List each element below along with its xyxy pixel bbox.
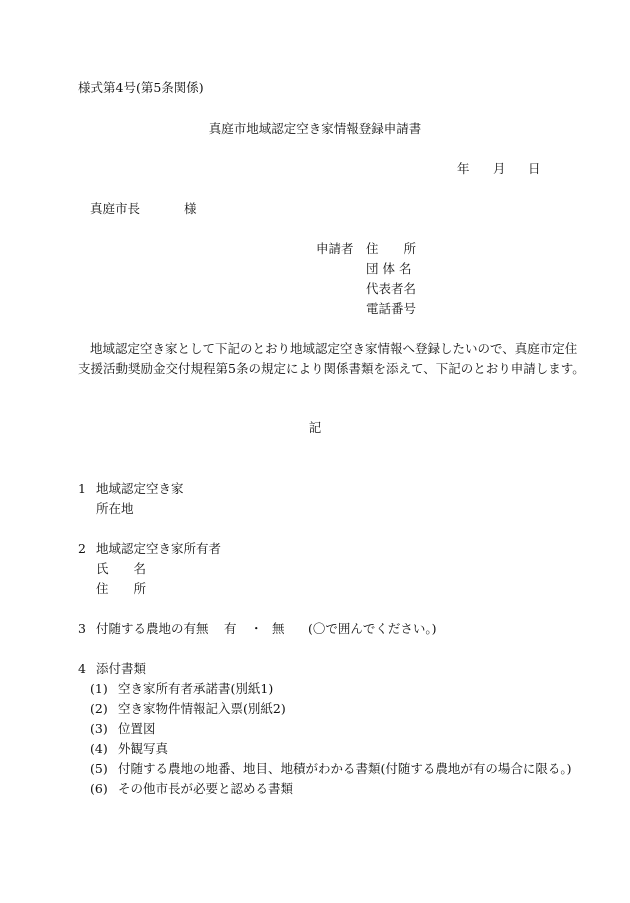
section-3-text: 付随する農地の有無 xyxy=(96,621,209,636)
attachment-item-number: (6) xyxy=(90,781,108,796)
section-1-number: 1 xyxy=(78,481,86,496)
attachment-item-number: (1) xyxy=(90,681,108,696)
body-text-line-1: 地域認定空き家として下記のとおり地域認定空き家情報へ登録したいので、真庭市定住 xyxy=(90,341,578,356)
body-text-line-2: 支援活動奨励金交付規程第5条の規定により関係書類を添えて、下記のとおり申請します。 xyxy=(78,361,585,376)
attachment-item-text: その他市長が必要と認める書類 xyxy=(118,781,294,796)
section-4-heading: 添付書類 xyxy=(96,661,147,676)
section-2-heading: 地域認定空き家所有者 xyxy=(96,541,222,556)
attachment-item-text: 位置図 xyxy=(118,721,156,736)
section-3-number: 3 xyxy=(78,621,86,636)
section-3-separator: ・ xyxy=(250,621,263,636)
attachment-item-text: 空き家所有者承諾書(別紙1) xyxy=(118,681,274,696)
section-1-location-label: 所在地 xyxy=(96,501,134,516)
applicant-organization-label: 団 体 名 xyxy=(366,261,412,276)
form-number: 様式第4号(第5条関係) xyxy=(78,80,204,95)
applicant-address-label: 住 所 xyxy=(366,241,417,256)
section-3-yes-option[interactable]: 有 xyxy=(224,621,237,636)
date-month-label: 月 xyxy=(493,161,506,176)
attachment-item-number: (5) xyxy=(90,761,108,776)
ki-heading: 記 xyxy=(308,420,322,435)
date-year-label: 年 xyxy=(457,161,470,176)
section-3-note: (〇で囲んでください。) xyxy=(308,621,437,636)
section-3-no-option[interactable]: 無 xyxy=(272,621,285,636)
addressee-name: 真庭市長 xyxy=(90,201,141,216)
attachment-item-number: (4) xyxy=(90,741,108,756)
form-title: 真庭市地域認定空き家情報登録申請書 xyxy=(208,121,422,136)
addressee-honorific: 様 xyxy=(184,201,197,216)
attachment-item-text: 外観写真 xyxy=(118,741,169,756)
section-4-number: 4 xyxy=(78,661,86,676)
attachment-item-number: (3) xyxy=(90,721,108,736)
section-1-heading: 地域認定空き家 xyxy=(96,481,184,496)
date-day-label: 日 xyxy=(528,161,541,176)
section-2-name-label: 氏 名 xyxy=(96,561,147,576)
attachment-item-text: 付随する農地の地番、地目、地積がわかる書類(付随する農地が有の場合に限る。) xyxy=(118,761,572,776)
section-2-address-label: 住 所 xyxy=(96,581,147,596)
section-2-number: 2 xyxy=(78,541,86,556)
applicant-representative-label: 代表者名 xyxy=(366,281,417,296)
attachment-item-text: 空き家物件情報記入票(別紙2) xyxy=(118,701,286,716)
attachment-item-number: (2) xyxy=(90,701,108,716)
applicant-phone-label: 電話番号 xyxy=(366,301,417,316)
applicant-label: 申請者 xyxy=(316,241,354,256)
